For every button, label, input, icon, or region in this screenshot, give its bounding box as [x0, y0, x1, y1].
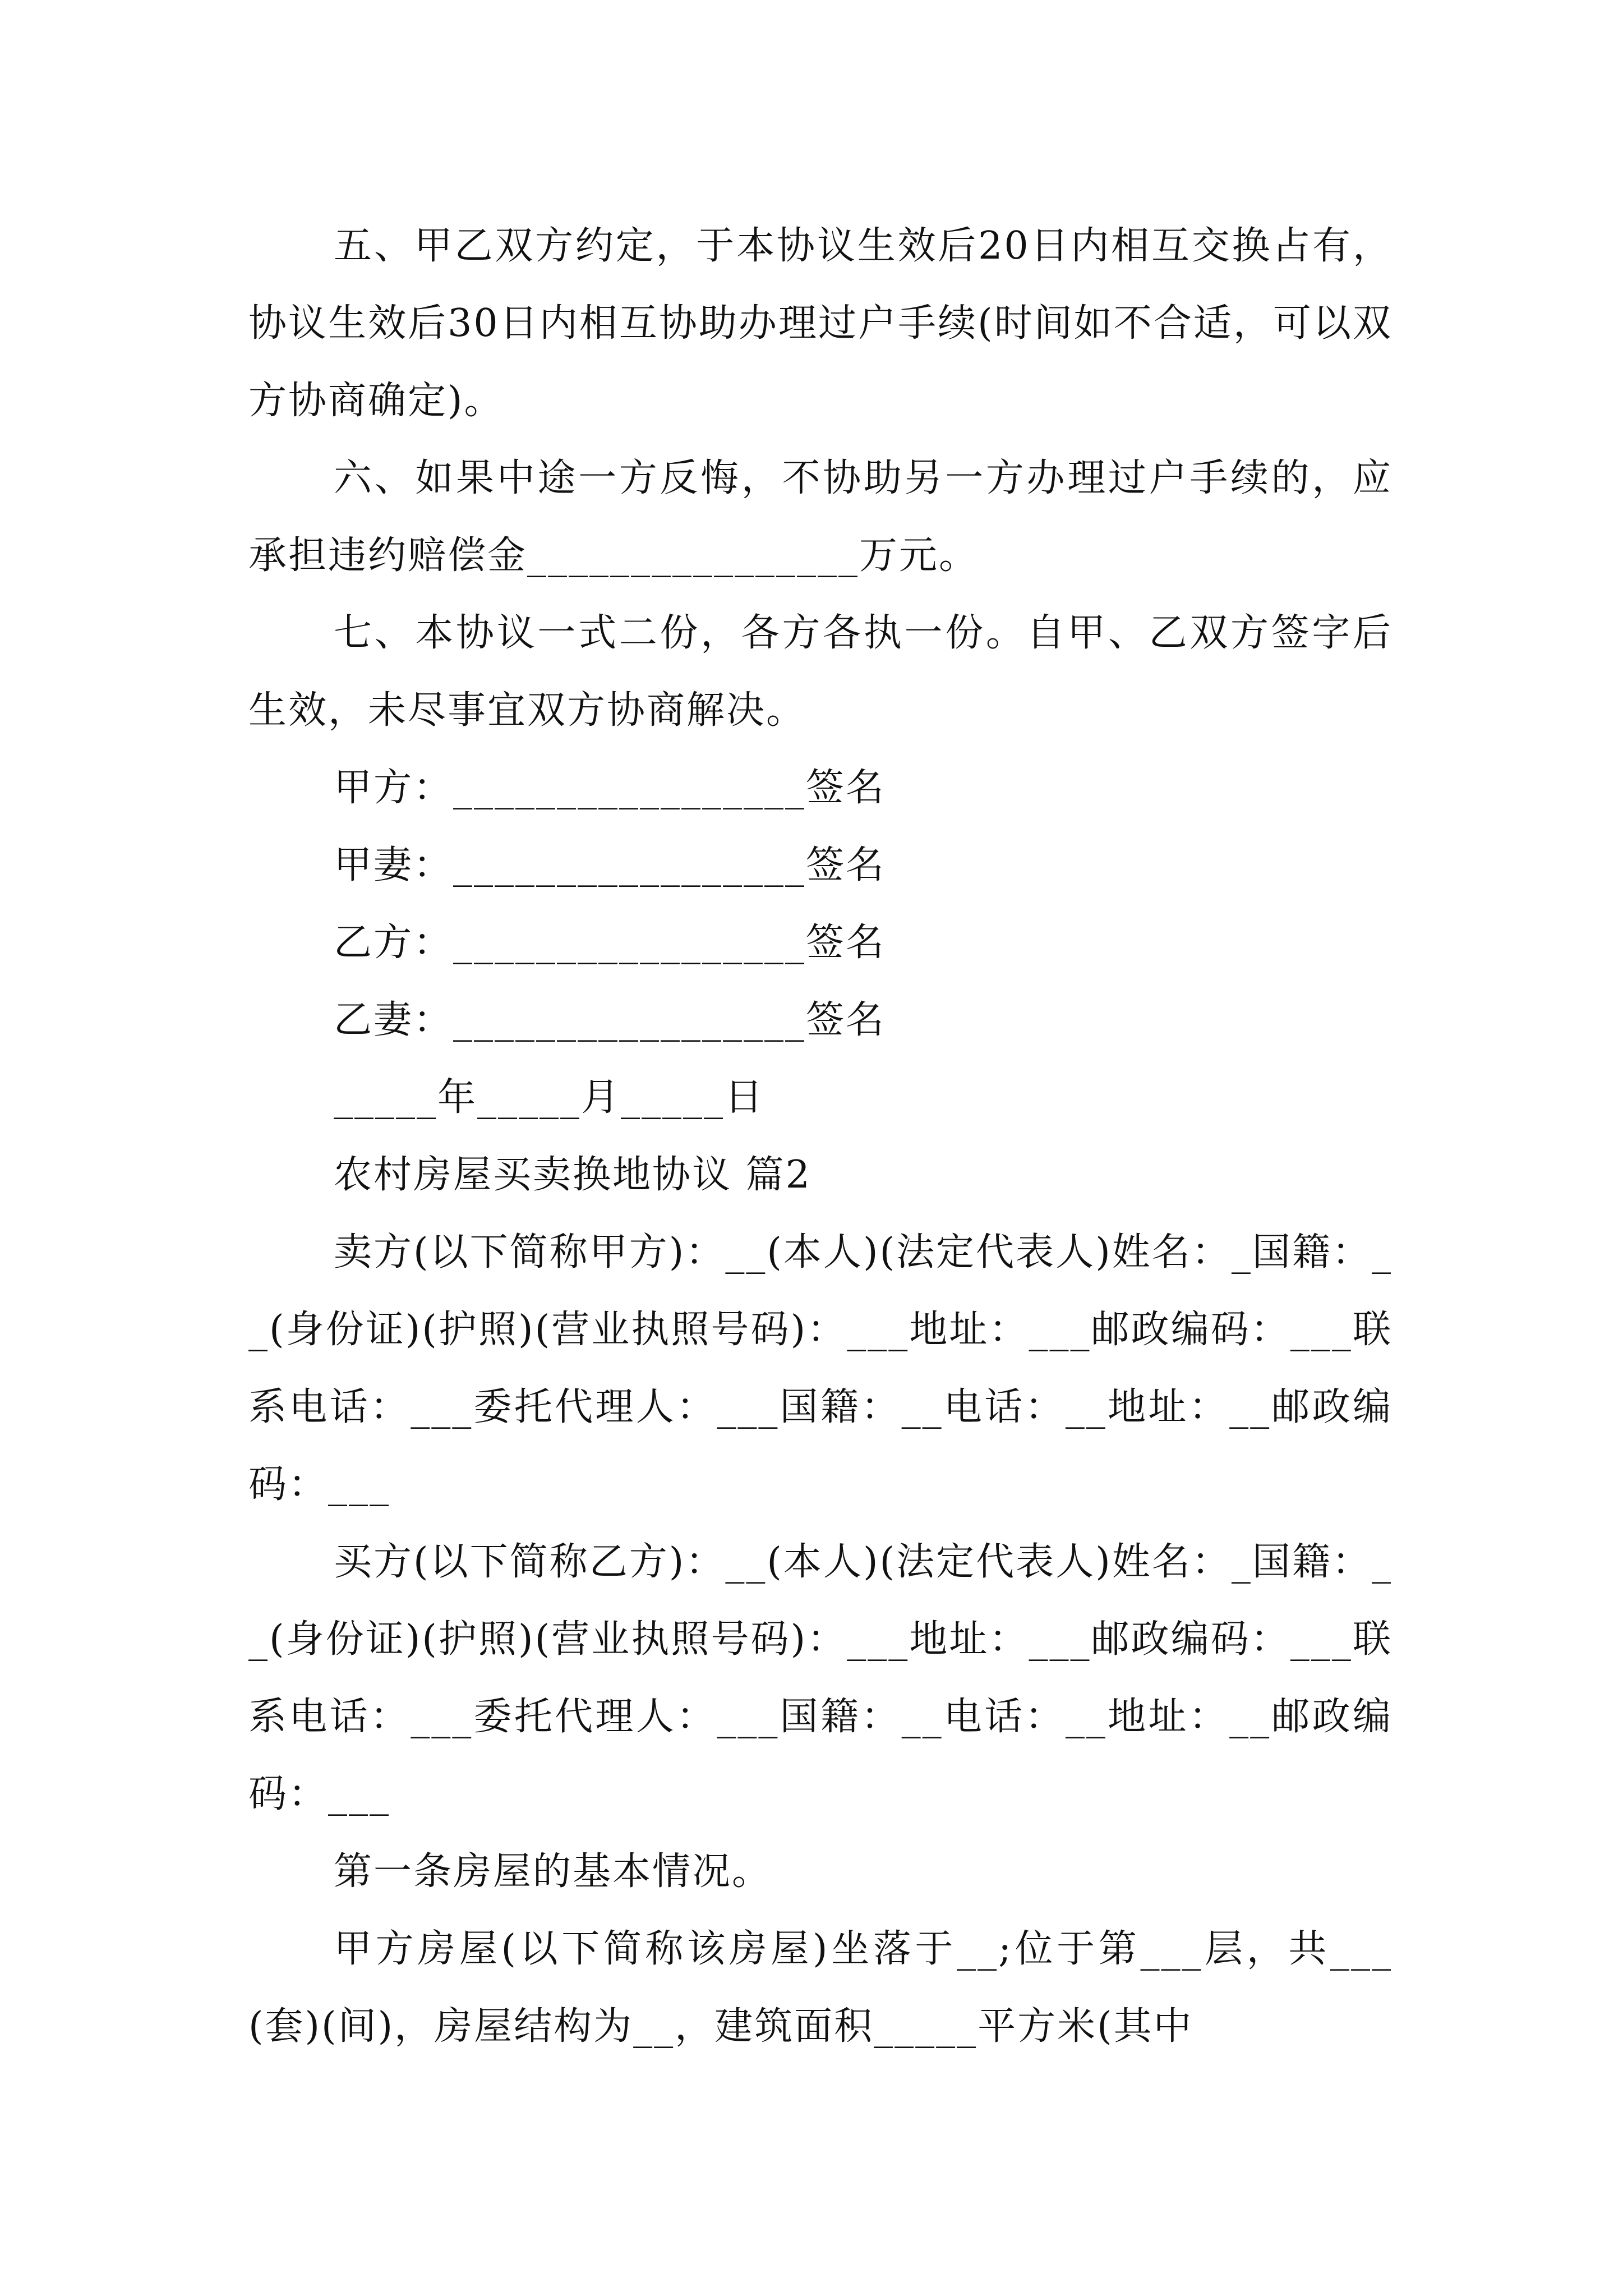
signature-party-a: 甲方：_________________签名: [334, 766, 886, 810]
signature-party-a-spouse: 甲妻：_________________签名: [334, 843, 886, 887]
seller-info: 卖方(以下简称甲方)：__(本人)(法定代表人)姓名：_国籍：__(身份证)(护照)(营业执照号码)：___地址：___邮政编码：___联系电话：___委托代理人：___国籍：__电话：__地址：__邮政编码：___: [248, 1230, 1393, 1507]
clause-seven: 七、本协议一式二份，各方各执一份。自甲、乙双方签字后生效，未尽事宜双方协商解决。: [248, 611, 1393, 733]
signature-party-b: 乙方：_________________签名: [334, 921, 886, 965]
article-one-title: 第一条房屋的基本情况。: [334, 1849, 772, 1894]
date-line: _____年_____月_____日: [334, 1075, 765, 1120]
signature-party-b-spouse: 乙妻：_________________签名: [334, 998, 886, 1042]
document-body: [248, 208, 1393, 2065]
buyer-info: 买方(以下简称乙方)：__(本人)(法定代表人)姓名：_国籍：__(身份证)(护照)(营业执照号码)：___地址：___邮政编码：___联系电话：___委托代理人：___国籍：__电话：__地址：__邮政编码：___: [248, 1540, 1393, 1816]
article-one-text: 甲方房屋(以下简称该房屋)坐落于__;位于第___层，共___(套)(间)，房屋结构为__，建筑面积_____平方米(其中: [248, 1927, 1393, 2049]
clause-five: 五、甲乙双方约定，于本协议生效后20日内相互交换占有，协议生效后30日内相互协助办理过户手续(时间如不合适，可以双方协商确定)。: [248, 224, 1393, 423]
section-title: 农村房屋买卖换地协议 篇2: [334, 1153, 811, 1197]
clause-six: 六、如果中途一方反悔，不协助另一方办理过户手续的，应承担违约赔偿金________________万元。: [248, 456, 1393, 578]
